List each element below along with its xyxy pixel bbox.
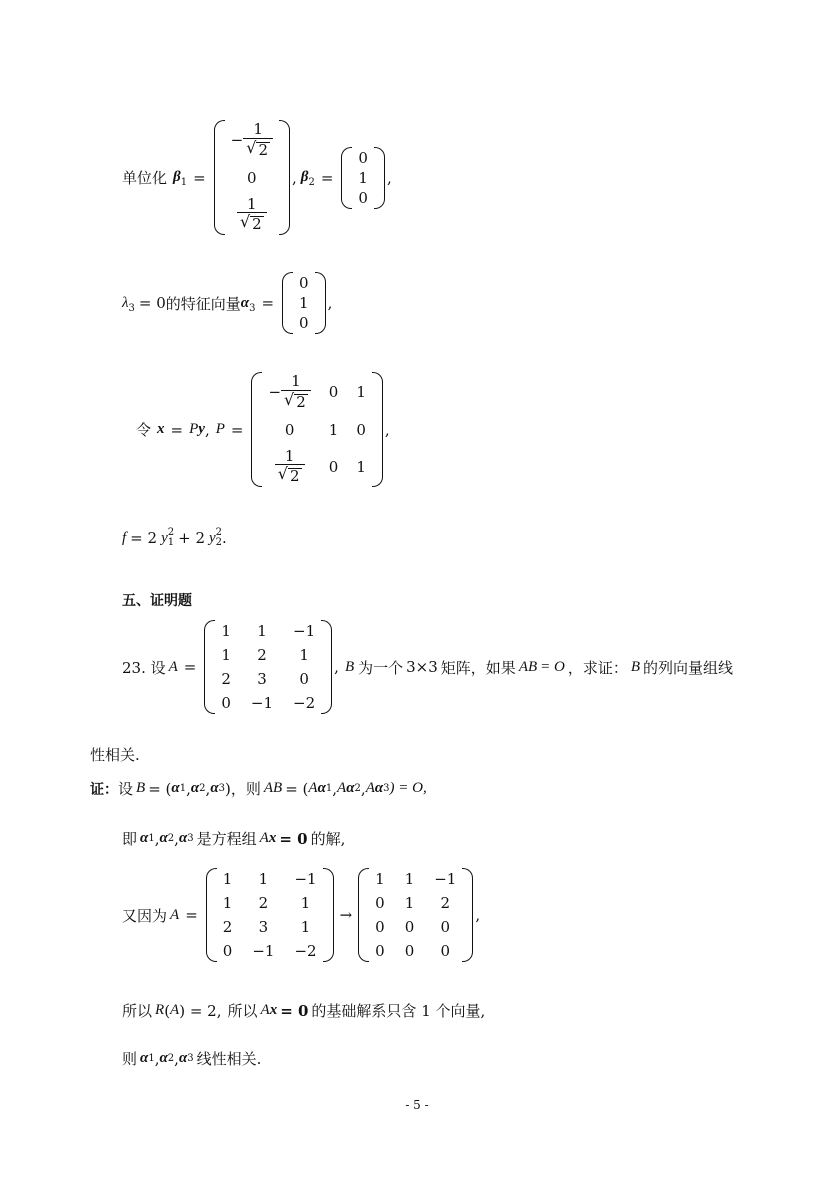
beta1-entry-1: − 1 √ 2 [231,122,273,159]
page-number: - 5 - [405,1098,429,1112]
reduced-matrix: 1 1 −1 0 1 2 0 0 0 0 0 0 [358,868,473,962]
beta1-entry-2: 0 [247,168,257,187]
A-matrix-repeat: 1 1 −1 1 2 1 2 3 1 0 −1 −2 [206,868,334,962]
A-matrix: 1 1 −1 1 2 1 2 3 0 0 −1 −2 [204,620,332,714]
proof-line-3: 又因为 A = 1 1 −1 1 2 1 2 3 1 0 −1 −2 → 1 1 −1 0 1 2 0 0 0 0 0 0 , [122,870,481,960]
section-heading: 五、证明题 [122,593,192,609]
unitize-label: 单位化 [122,169,168,187]
beta1-symbol: $\beta_1$ [173,169,188,188]
proof-line-5: 则 α 1 , α 2 , α 3 线性相关. [122,1049,262,1068]
beta2-vector: 0 1 0 [341,147,385,209]
reduction-arrow: → [339,906,353,924]
beta1-vector [214,120,290,235]
question-23-continued: 性相关. [90,746,140,764]
alpha3-symbol: $\alpha_3$ [240,294,256,314]
proof-line-2: 即 α 1 , α 2 , α 3 是方程组 A x = 0 的解, [122,829,346,848]
question-23: 23. 设 A = 1 1 −1 1 2 1 2 3 0 0 −1 −2 , B 为一个 3×3 矩阵，如果 AB = O ，求证： B 的列向量组线 [122,622,734,712]
standard-form-line: f = 2 y 2 1 + 2 y 2 2 . [122,527,227,548]
alpha3-vector: 0 1 0 [282,272,326,334]
equals-sign: = [193,168,206,187]
substitution-line: 令 x = P y , P = − 1 √ 2 0 1 0 1 0 1 √ 2 0 1 , [136,372,390,486]
eigenvector-line: $\lambda_3$ = 0 的特征向量 $\alpha_3$ = 0 1 0 , [122,274,333,332]
beta1-entry-3: 1 √ 2 [237,197,267,234]
normalized-vectors-line: 单位化 $\beta_1$ = − 1 √ 2 0 1 √ 2 , $\beta_2$ = 0 1 0 , [122,120,392,234]
beta2-symbol: $\beta_2$ [300,169,315,188]
lambda3-symbol: $\lambda_3$ [122,294,135,314]
proof-line-4: 所以 R ( A ) = 2, 所以 A x = 0 的基础解系只含 1 个向量, [122,1001,486,1020]
proof-line-1: 证： 设 B = ( α 1 , α 2 , α 3 )，则 AB = ( A α 1 , A α 2 , A α 3 ) = O, [90,779,427,798]
P-matrix: − 1 √ 2 0 1 0 1 0 1 √ 2 0 1 [251,372,382,487]
proof-label: 证： [90,781,118,798]
